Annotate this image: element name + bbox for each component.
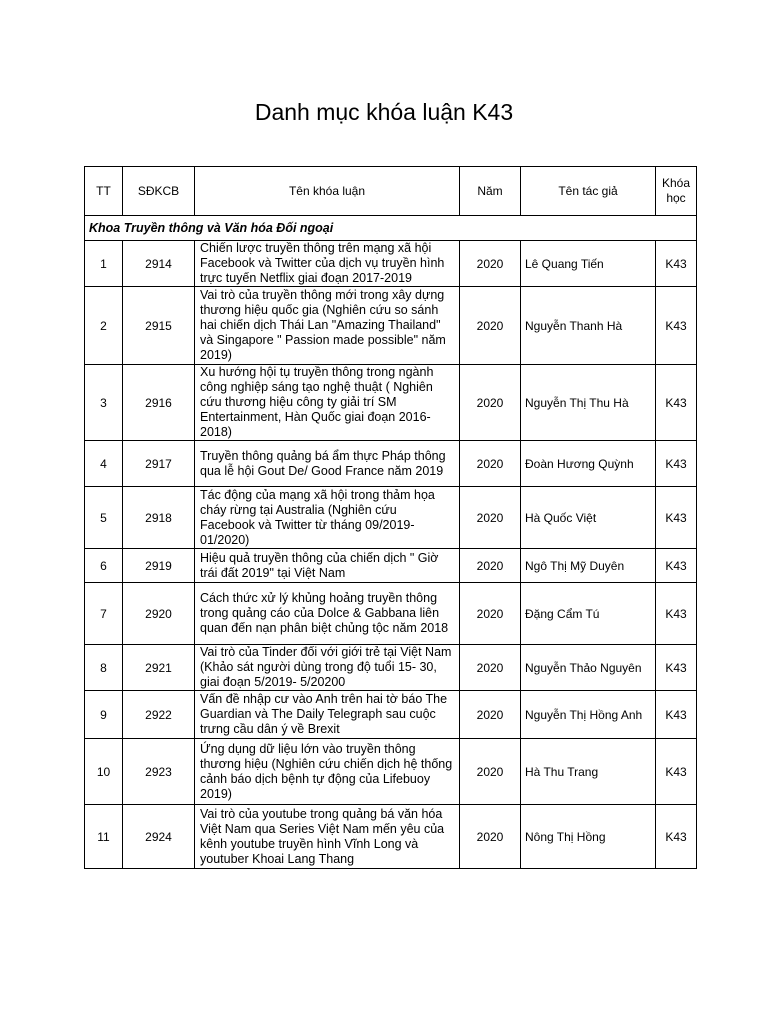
cell-title: Vai trò của youtube trong quảng bá văn hóa Việt Nam qua Series Việt Nam mến yêu của kênh youtube truyền hình Vĩnh Long và youtuber Khoai Lang Thang	[195, 805, 460, 869]
cell-tt: 9	[85, 691, 123, 739]
cell-year: 2020	[460, 241, 521, 287]
table-row	[85, 365, 697, 441]
cell-year: 2020	[460, 583, 521, 645]
table-header-row	[85, 167, 697, 216]
cell-year: 2020	[460, 287, 521, 365]
cell-tt: 4	[85, 441, 123, 487]
table-row	[85, 241, 697, 287]
cell-tt: 3	[85, 365, 123, 441]
cell-title: Cách thức xử lý khủng hoảng truyền thông trong quảng cáo của Dolce & Gabbana liên quan đến nạn phân biệt chủng tộc năm 2018	[195, 583, 460, 645]
cell-tt: 8	[85, 645, 123, 691]
cell-cohort: K43	[656, 549, 697, 583]
section-heading: Khoa Truyền thông và Văn hóa Đối ngoại	[85, 216, 697, 241]
cell-title: Xu hướng hội tụ truyền thông trong ngành công nghiệp sáng tạo nghệ thuật ( Nghiên cứu thương hiệu công ty giải trí SM Entertainment, Hàn Quốc giai đoạn 2016-2018)	[195, 365, 460, 441]
cell-cohort: K43	[656, 739, 697, 805]
cell-sdkcb: 2924	[123, 805, 195, 869]
cell-cohort: K43	[656, 287, 697, 365]
cell-sdkcb: 2920	[123, 583, 195, 645]
page-title: Danh mục khóa luận K43	[254, 99, 514, 125]
cell-tt: 6	[85, 549, 123, 583]
cell-author: Đoàn Hương Quỳnh	[521, 441, 656, 487]
cell-author: Nguyễn Thị Thu Hà	[521, 365, 656, 441]
cell-year: 2020	[460, 487, 521, 549]
cell-tt: 10	[85, 739, 123, 805]
cell-cohort: K43	[656, 645, 697, 691]
cell-year: 2020	[460, 805, 521, 869]
cell-sdkcb: 2917	[123, 441, 195, 487]
cell-tt: 7	[85, 583, 123, 645]
header-sdkcb: SĐKCB	[123, 167, 195, 216]
cell-title: Vai trò của truyền thông mới trong xây dựng thương hiệu quốc gia (Nghiên cứu so sánh hai chiến dịch Thái Lan "Amazing Thailand" và Singapore " Passion made possible" năm 2019)	[195, 287, 460, 365]
cell-tt: 1	[85, 241, 123, 287]
cell-year: 2020	[460, 549, 521, 583]
header-cohort: Khóa học	[656, 167, 697, 216]
table-row	[85, 583, 697, 645]
header-title: Tên khóa luận	[195, 167, 460, 216]
cell-cohort: K43	[656, 583, 697, 645]
cell-title: Truyền thông quảng bá ẩm thực Pháp thông qua lễ hội Gout De/ Good France năm 2019	[195, 441, 460, 487]
cell-author: Đặng Cẩm Tú	[521, 583, 656, 645]
cell-sdkcb: 2918	[123, 487, 195, 549]
header-year: Năm	[460, 167, 521, 216]
section-row	[85, 216, 697, 241]
table-row	[85, 441, 697, 487]
cell-sdkcb: 2923	[123, 739, 195, 805]
table-row	[85, 487, 697, 549]
cell-year: 2020	[460, 441, 521, 487]
cell-author: Hà Thu Trang	[521, 739, 656, 805]
cell-cohort: K43	[656, 441, 697, 487]
header-author: Tên tác giả	[521, 167, 656, 216]
cell-title: Chiến lược truyền thông trên mạng xã hội Facebook và Twitter của dịch vụ truyền hình trực tuyến Netflix giai đoạn 2017-2019	[195, 241, 460, 287]
cell-year: 2020	[460, 691, 521, 739]
cell-sdkcb: 2915	[123, 287, 195, 365]
thesis-table	[84, 166, 697, 869]
header-tt: TT	[85, 167, 123, 216]
cell-author: Nguyễn Thanh Hà	[521, 287, 656, 365]
table-row	[85, 645, 697, 691]
cell-sdkcb: 2916	[123, 365, 195, 441]
cell-title: Vấn đề nhập cư vào Anh trên hai tờ báo The Guardian và The Daily Telegraph sau cuộc trưng cầu dân ý về Brexit	[195, 691, 460, 739]
cell-cohort: K43	[656, 805, 697, 869]
cell-title: Tác động của mạng xã hội trong thảm họa cháy rừng tại Australia (Nghiên cứu Facebook và Twitter từ tháng 09/2019-01/2020)	[195, 487, 460, 549]
table-row	[85, 691, 697, 739]
cell-title: Ứng dụng dữ liệu lớn vào truyền thông thương hiệu (Nghiên cứu chiến dịch hệ thống cảnh báo dịch bệnh tự động của Lifebuoy 2019)	[195, 739, 460, 805]
cell-year: 2020	[460, 365, 521, 441]
cell-author: Ngô Thị Mỹ Duyên	[521, 549, 656, 583]
cell-cohort: K43	[656, 487, 697, 549]
table-row	[85, 739, 697, 805]
cell-sdkcb: 2922	[123, 691, 195, 739]
cell-sdkcb: 2921	[123, 645, 195, 691]
cell-tt: 11	[85, 805, 123, 869]
cell-author: Nông Thị Hồng	[521, 805, 656, 869]
cell-author: Lê Quang Tiến	[521, 241, 656, 287]
cell-cohort: K43	[656, 365, 697, 441]
cell-cohort: K43	[656, 241, 697, 287]
cell-title: Vai trò của Tinder đối với giới trẻ tại Việt Nam (Khảo sát người dùng trong độ tuổi 15- 30, giai đoạn 5/2019- 5/20200	[195, 645, 460, 691]
cell-year: 2020	[460, 645, 521, 691]
table-row	[85, 287, 697, 365]
cell-tt: 5	[85, 487, 123, 549]
table-row	[85, 549, 697, 583]
cell-tt: 2	[85, 287, 123, 365]
cell-sdkcb: 2914	[123, 241, 195, 287]
cell-author: Nguyễn Thảo Nguyên	[521, 645, 656, 691]
table-row	[85, 805, 697, 869]
cell-cohort: K43	[656, 691, 697, 739]
cell-author: Nguyễn Thị Hồng Anh	[521, 691, 656, 739]
cell-author: Hà Quốc Việt	[521, 487, 656, 549]
cell-sdkcb: 2919	[123, 549, 195, 583]
cell-year: 2020	[460, 739, 521, 805]
cell-title: Hiệu quả truyền thông của chiến dịch " Giờ trái đất 2019" tại Việt Nam	[195, 549, 460, 583]
